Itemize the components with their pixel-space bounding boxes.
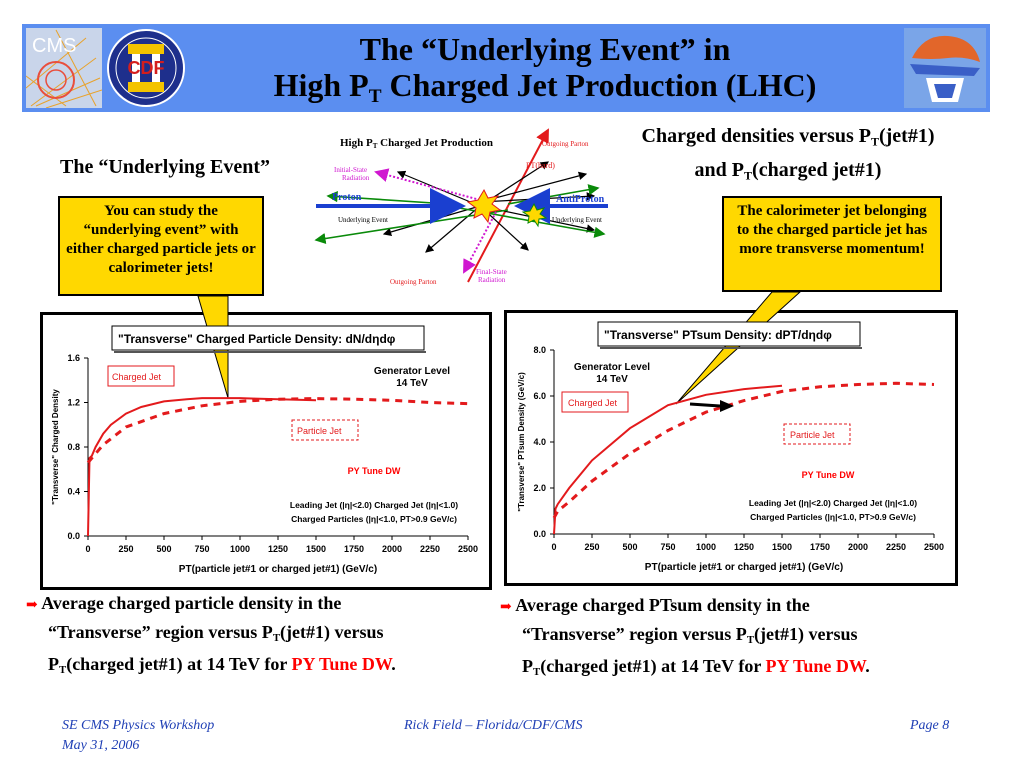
x-tick-label: 1500 <box>305 544 327 554</box>
annotation-cuts-jets: Leading Jet (|η|<2.0) Charged Jet (|η|<1.0) <box>748 498 918 508</box>
x-tick-label: 1500 <box>771 542 793 552</box>
svg-text:CDF: CDF <box>127 58 165 78</box>
annotation-cuts-jets: Leading Jet (|η|<2.0) Charged Jet (|η|<1.0) <box>289 500 459 510</box>
chart-right <box>508 314 954 582</box>
y-axis-label: "Transverse" PTsum Density (GeV/c) <box>517 372 526 512</box>
footer-author: Rick Field – Florida/CDF/CMS <box>404 718 583 733</box>
x-axis-label: PT(particle jet#1 or charged jet#1) (GeV/c) <box>644 562 844 573</box>
slide-title-line2: High $P_T$ Charged Jet Production (LHC) <box>273 67 817 107</box>
x-tick-label: 2250 <box>419 544 441 554</box>
underlying-event-heading: The “Underlying Event” <box>60 156 271 178</box>
y-tick-label: 0.4 <box>67 486 80 497</box>
annotation-cuts-particles: Charged Particles (|η|<1.0, PT>0.9 GeV/c) <box>750 512 916 522</box>
svg-text:CMS: CMS <box>32 35 77 57</box>
bullet-arrow-icon: ➡ <box>500 600 512 615</box>
footer-workshop: SE CMS Physics Workshop <box>62 718 215 733</box>
y-tick-label: 0.0 <box>67 531 80 541</box>
x-tick-label: 0 <box>85 544 91 554</box>
y-tick-label: 0.8 <box>67 442 80 452</box>
x-tick-label: 1750 <box>809 542 831 552</box>
svg-text:Underlying Event: Underlying Event <box>338 216 388 224</box>
x-tick-label: 500 <box>156 544 172 554</box>
annotation-tune: PY Tune DW <box>347 466 401 476</box>
svg-text:Final-State: Final-State <box>476 268 507 276</box>
svg-text:Proton: Proton <box>332 192 362 203</box>
y-tick-label: 2.0 <box>533 483 546 493</box>
x-tick-label: 2000 <box>381 544 403 554</box>
y-tick-label: 8.0 <box>533 345 546 355</box>
series-line-2 <box>88 399 468 463</box>
chart-title: "Transverse" PTsum Density: dPT/dηdφ <box>604 328 832 342</box>
svg-text:Outgoing Parton: Outgoing Parton <box>542 140 589 148</box>
x-tick-label: 500 <box>622 542 638 552</box>
x-tick-label: 1750 <box>343 544 365 554</box>
svg-text:Outgoing Parton: Outgoing Parton <box>390 278 437 286</box>
chart-left <box>44 316 488 586</box>
x-tick-label: 250 <box>584 542 600 552</box>
x-tick-label: 1000 <box>695 542 717 552</box>
y-axis-label: "Transverse" Charged Density <box>51 389 60 505</box>
legend-label-2: Particle Jet <box>297 426 342 436</box>
y-tick-label: 4.0 <box>533 437 546 447</box>
y-tick-label: 0.0 <box>533 529 546 539</box>
annotation-energy: 14 TeV <box>596 374 628 385</box>
slide-title-line1: The “Underlying Event” in <box>359 31 731 67</box>
footer-page: Page 8 <box>910 718 950 733</box>
bullet-arrow-icon: ➡ <box>26 598 38 613</box>
annotation-generator-level: Generator Level <box>573 362 651 373</box>
x-tick-label: 750 <box>194 544 210 554</box>
arrow-line <box>690 404 720 406</box>
x-tick-label: 2500 <box>457 544 479 554</box>
diagram-title: High PT Charged Jet Production <box>340 137 493 150</box>
svg-text:Underlying Event: Underlying Event <box>552 216 602 224</box>
y-tick-label: 6.0 <box>533 391 546 401</box>
x-tick-label: 2250 <box>885 542 907 552</box>
svg-text:PT(hard): PT(hard) <box>526 161 555 170</box>
annotation-cuts-particles: Charged Particles (|η|<1.0, PT>0.9 GeV/c) <box>291 514 457 524</box>
y-tick-label: 1.6 <box>67 353 80 363</box>
x-tick-label: 1250 <box>267 544 289 554</box>
chart-title: "Transverse" Charged Particle Density: dN/dηdφ <box>118 332 396 346</box>
legend-label-1: Charged Jet <box>568 398 618 408</box>
x-tick-label: 0 <box>551 542 557 552</box>
x-tick-label: 1250 <box>733 542 755 552</box>
series-line-1 <box>88 398 316 536</box>
x-tick-label: 2000 <box>847 542 869 552</box>
charged-densities-heading: Charged densities versus $P_T(jet\#1)$ and $P_T(charged$ jet#1) <box>641 125 935 183</box>
x-tick-label: 750 <box>660 542 676 552</box>
y-tick-label: 1.2 <box>67 397 80 408</box>
annotation-tune: PY Tune DW <box>801 470 855 480</box>
annotation-energy: 14 TeV <box>396 378 428 389</box>
callout-right: The calorimeter jet belonging to the charged particle jet has more transverse momentum! <box>722 196 942 292</box>
x-axis-label: PT(particle jet#1 or charged jet#1) (GeV/c) <box>178 564 378 575</box>
callout-left: You can study the “underlying event” with either charged particle jets or calorimeter jets! <box>58 196 264 296</box>
legend-label-1: Charged Jet <box>112 372 162 382</box>
bullet-right: ➡ Average charged PTsum density in the “Transverse” region versus $P_T(jet\#1)$ versus $P_T(charged$ jet#1) at 14 TeV for PY Tune DW. <box>500 595 870 679</box>
svg-text:Radiation: Radiation <box>478 276 506 284</box>
arrow-head <box>720 400 734 412</box>
svg-text:AntiProton: AntiProton <box>556 194 605 205</box>
bullet-left: ➡ Average charged particle density in the “Transverse” region versus $P_T(jet\#1)$ versus $P_T(charged$ jet#1) at 14 TeV for PY Tune DW. <box>26 593 396 677</box>
x-tick-label: 1000 <box>229 544 251 554</box>
annotation-generator-level: Generator Level <box>373 366 451 377</box>
legend-label-2: Particle Jet <box>790 430 835 440</box>
footer-date: May 31, 2006 <box>62 738 140 753</box>
x-tick-label: 250 <box>118 544 134 554</box>
x-tick-label: 2500 <box>923 542 945 552</box>
svg-text:Radiation: Radiation <box>342 174 370 182</box>
svg-text:Initial-State: Initial-State <box>334 166 368 174</box>
